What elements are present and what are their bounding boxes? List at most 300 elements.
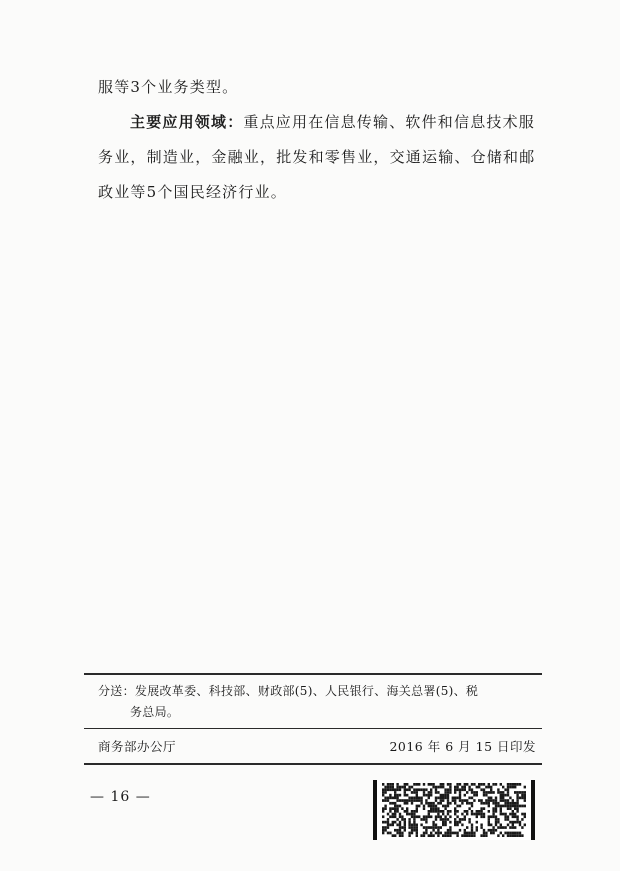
barcode-module	[435, 832, 437, 835]
barcode-module	[519, 832, 521, 835]
barcode-module	[444, 788, 446, 791]
barcode-module	[492, 826, 494, 829]
barcode-module	[387, 826, 389, 829]
barcode-module	[382, 826, 384, 829]
barcode-module	[447, 813, 449, 816]
barcode-module	[435, 815, 437, 818]
barcode-module	[416, 783, 418, 786]
barcode-module	[401, 834, 403, 837]
barcode-module	[516, 783, 518, 786]
barcode-module	[387, 824, 389, 827]
barcode-module	[524, 791, 526, 794]
barcode-module	[524, 797, 526, 800]
barcode-module	[408, 821, 410, 824]
barcode-module	[502, 813, 504, 816]
barcode-module	[454, 824, 456, 827]
barcode-module	[430, 834, 432, 837]
barcode-module	[514, 802, 516, 805]
barcode-module	[466, 834, 468, 837]
barcode-module	[396, 783, 398, 786]
barcode-module	[425, 794, 427, 797]
barcode-module	[502, 834, 504, 837]
barcode-module	[471, 829, 473, 832]
barcode-module	[504, 805, 506, 808]
barcode-module	[416, 788, 418, 791]
barcode-module	[444, 824, 446, 827]
barcode-module	[399, 799, 401, 802]
barcode-module	[516, 794, 518, 797]
barcode-module	[389, 786, 391, 789]
barcode-module	[459, 829, 461, 832]
barcode-module	[423, 834, 425, 837]
barcode-module	[514, 813, 516, 816]
barcode-module	[447, 799, 449, 802]
barcode-module	[500, 813, 502, 816]
barcode-module	[423, 818, 425, 821]
barcode-module	[524, 794, 526, 797]
barcode-module	[442, 799, 444, 802]
barcode-module	[471, 832, 473, 835]
barcode-module	[480, 813, 482, 816]
barcode-module	[466, 802, 468, 805]
barcode-module	[425, 821, 427, 824]
barcode-module	[480, 824, 482, 827]
barcode-module	[456, 815, 458, 818]
barcode-module	[411, 786, 413, 789]
barcode-module	[490, 815, 492, 818]
barcode-module	[389, 810, 391, 813]
barcode-module	[521, 794, 523, 797]
barcode-module	[524, 824, 526, 827]
barcode-module	[392, 834, 394, 837]
barcode-module	[495, 810, 497, 813]
barcode-module	[396, 807, 398, 810]
barcode-module	[437, 791, 439, 794]
barcode-module	[461, 818, 463, 821]
barcode-module	[392, 786, 394, 789]
barcode-module	[423, 807, 425, 810]
barcode-module	[394, 807, 396, 810]
paragraph-main-areas	[98, 105, 538, 210]
barcode-module	[387, 797, 389, 800]
barcode-module	[404, 799, 406, 802]
barcode-module	[384, 791, 386, 794]
barcode-module	[435, 805, 437, 808]
barcode-module	[442, 794, 444, 797]
barcode-module	[483, 791, 485, 794]
barcode-module	[478, 810, 480, 813]
barcode-module	[389, 788, 391, 791]
barcode-module	[476, 791, 478, 794]
barcode-module	[512, 832, 514, 835]
barcode-module	[504, 802, 506, 805]
barcode-module	[488, 818, 490, 821]
barcode-module	[435, 807, 437, 810]
barcode-module	[404, 826, 406, 829]
barcode-module	[413, 815, 415, 818]
barcode-module	[399, 788, 401, 791]
barcode-module	[387, 786, 389, 789]
barcode-module	[404, 783, 406, 786]
barcode-module	[428, 826, 430, 829]
barcode-module	[440, 797, 442, 800]
barcode-module	[466, 783, 468, 786]
barcode-module	[454, 807, 456, 810]
barcode-module	[382, 788, 384, 791]
barcode-module	[399, 821, 401, 824]
barcode-module	[480, 799, 482, 802]
barcode-module	[435, 786, 437, 789]
barcode-module	[466, 832, 468, 835]
barcode-module	[500, 799, 502, 802]
barcode-module	[401, 815, 403, 818]
barcode-module	[495, 807, 497, 810]
barcode-module	[392, 815, 394, 818]
barcode-module	[495, 829, 497, 832]
barcode-module	[437, 834, 439, 837]
barcode-module	[476, 821, 478, 824]
barcode-module	[464, 815, 466, 818]
barcode-module	[404, 791, 406, 794]
barcode-module	[399, 834, 401, 837]
barcode-module	[504, 788, 506, 791]
barcode-module	[461, 788, 463, 791]
barcode-module	[488, 791, 490, 794]
barcode-image	[373, 780, 535, 840]
barcode-module	[488, 821, 490, 824]
barcode-module	[514, 834, 516, 837]
barcode-module	[432, 829, 434, 832]
barcode-module	[399, 826, 401, 829]
barcode-module	[449, 788, 451, 791]
barcode-module	[478, 813, 480, 816]
barcode-module	[483, 807, 485, 810]
barcode-module	[442, 786, 444, 789]
barcode-module	[394, 829, 396, 832]
barcode-module	[384, 786, 386, 789]
barcode-module	[521, 818, 523, 821]
barcode-module	[514, 815, 516, 818]
barcode-module	[476, 794, 478, 797]
barcode-module	[382, 794, 384, 797]
barcode-module	[382, 799, 384, 802]
barcode-module	[416, 791, 418, 794]
barcode-module	[497, 826, 499, 829]
barcode-module	[382, 791, 384, 794]
barcode-module	[413, 829, 415, 832]
barcode-module	[442, 818, 444, 821]
barcode-module	[411, 802, 413, 805]
barcode-module	[507, 818, 509, 821]
barcode-module	[449, 832, 451, 835]
barcode-module	[495, 799, 497, 802]
barcode-module	[500, 805, 502, 808]
barcode-module	[468, 802, 470, 805]
barcode-module	[524, 805, 526, 808]
barcode-module	[394, 788, 396, 791]
barcode-module	[473, 799, 475, 802]
barcode-module	[420, 797, 422, 800]
footer-top-rule	[84, 673, 542, 675]
barcode-module	[447, 791, 449, 794]
barcode-module	[432, 824, 434, 827]
barcode-module	[404, 802, 406, 805]
barcode-module	[425, 802, 427, 805]
barcode-module	[430, 807, 432, 810]
barcode-module	[480, 826, 482, 829]
barcode-module	[442, 783, 444, 786]
barcode-module	[464, 786, 466, 789]
barcode-module	[476, 813, 478, 816]
barcode-module	[492, 815, 494, 818]
barcode-module	[497, 791, 499, 794]
barcode-module	[466, 813, 468, 816]
barcode-module	[423, 791, 425, 794]
barcode-module	[411, 832, 413, 835]
barcode-module	[437, 813, 439, 816]
barcode-module	[504, 826, 506, 829]
barcode-module	[507, 788, 509, 791]
barcode-module	[392, 788, 394, 791]
barcode-module	[454, 788, 456, 791]
barcode-module	[449, 821, 451, 824]
barcode-module	[423, 788, 425, 791]
barcode-module	[389, 815, 391, 818]
barcode-module	[516, 807, 518, 810]
barcode-module	[406, 802, 408, 805]
barcode-module	[437, 829, 439, 832]
barcode-module	[483, 788, 485, 791]
barcode-module	[519, 824, 521, 827]
barcode-module	[468, 821, 470, 824]
barcode-module	[384, 797, 386, 800]
barcode-module	[519, 797, 521, 800]
barcode-module	[490, 788, 492, 791]
barcode-module	[485, 794, 487, 797]
barcode-module	[492, 810, 494, 813]
barcode-module	[509, 821, 511, 824]
barcode-module	[449, 829, 451, 832]
barcode-module	[456, 786, 458, 789]
barcode-module	[392, 797, 394, 800]
barcode-module	[401, 818, 403, 821]
barcode-module	[404, 818, 406, 821]
barcode-module	[416, 824, 418, 827]
barcode-module	[392, 807, 394, 810]
barcode-module	[432, 783, 434, 786]
barcode-module	[420, 834, 422, 837]
barcode-module	[428, 810, 430, 813]
barcode-module	[516, 799, 518, 802]
barcode-module	[516, 791, 518, 794]
barcode-module	[507, 802, 509, 805]
barcode-module	[512, 786, 514, 789]
barcode-module	[512, 802, 514, 805]
barcode-module	[418, 788, 420, 791]
barcode-module	[514, 821, 516, 824]
barcode-module	[432, 805, 434, 808]
barcode-module	[408, 824, 410, 827]
barcode-module	[399, 786, 401, 789]
barcode-module	[492, 799, 494, 802]
barcode-module	[444, 821, 446, 824]
barcode-module	[456, 810, 458, 813]
barcode-module	[428, 794, 430, 797]
barcode-module	[435, 824, 437, 827]
barcode-module	[389, 797, 391, 800]
barcode-module	[408, 834, 410, 837]
barcode-module	[454, 832, 456, 835]
barcode-module	[387, 788, 389, 791]
barcode-module	[428, 805, 430, 808]
barcode-module	[432, 826, 434, 829]
barcode-module	[404, 794, 406, 797]
barcode-module	[473, 813, 475, 816]
barcode-module	[461, 802, 463, 805]
barcode-module	[502, 805, 504, 808]
barcode-module	[437, 810, 439, 813]
barcode-module	[456, 834, 458, 837]
barcode-module	[406, 807, 408, 810]
barcode-module	[507, 832, 509, 835]
barcode-module	[435, 818, 437, 821]
barcode-module	[418, 797, 420, 800]
barcode-module	[394, 805, 396, 808]
barcode-module	[456, 788, 458, 791]
barcode-module	[423, 783, 425, 786]
barcode-module	[473, 834, 475, 837]
barcode-module	[456, 797, 458, 800]
barcode-module	[394, 834, 396, 837]
barcode-module	[394, 810, 396, 813]
barcode-module	[507, 834, 509, 837]
barcode-module	[394, 797, 396, 800]
barcode-module	[495, 797, 497, 800]
barcode-module	[485, 786, 487, 789]
main-areas-text: 重点应用在信息传输、软件和信息技术服务业，制造业，金融业，批发和零售业，交通运输、仓储和邮政业等5个国民经济行业。	[98, 113, 536, 201]
barcode-module	[483, 832, 485, 835]
barcode-module	[444, 805, 446, 808]
barcode-module	[464, 794, 466, 797]
barcode-module	[399, 813, 401, 816]
barcode-module	[447, 810, 449, 813]
barcode-module	[394, 791, 396, 794]
barcode-module	[428, 802, 430, 805]
paragraph-continuation	[98, 70, 538, 105]
barcode-module	[404, 810, 406, 813]
barcode-module	[411, 824, 413, 827]
barcode-module	[401, 807, 403, 810]
barcode-module	[500, 797, 502, 800]
barcode-module	[384, 805, 386, 808]
barcode-module	[512, 824, 514, 827]
barcode-module	[432, 786, 434, 789]
barcode-module	[413, 818, 415, 821]
barcode-module	[389, 783, 391, 786]
barcode-module	[478, 783, 480, 786]
barcode-module	[459, 788, 461, 791]
barcode-module	[521, 805, 523, 808]
barcode-module	[516, 834, 518, 837]
barcode-module	[411, 791, 413, 794]
barcode-module	[504, 818, 506, 821]
barcode-module	[476, 826, 478, 829]
barcode-module	[497, 802, 499, 805]
barcode-module	[492, 813, 494, 816]
barcode-module	[382, 832, 384, 835]
barcode-module	[464, 829, 466, 832]
barcode-module	[396, 824, 398, 827]
barcode-module	[471, 788, 473, 791]
barcode-module	[425, 826, 427, 829]
barcode-module	[428, 783, 430, 786]
barcode-module	[425, 815, 427, 818]
barcode-module	[459, 799, 461, 802]
barcode-module	[396, 786, 398, 789]
barcode-module	[495, 783, 497, 786]
barcode-module	[488, 824, 490, 827]
barcode-module	[413, 797, 415, 800]
barcode-module	[492, 807, 494, 810]
barcode-module	[495, 805, 497, 808]
barcode-module	[449, 810, 451, 813]
barcode-module	[485, 832, 487, 835]
barcode-module	[444, 818, 446, 821]
barcode-module	[401, 826, 403, 829]
barcode-module	[492, 791, 494, 794]
barcode-module	[413, 824, 415, 827]
barcode-module	[492, 783, 494, 786]
barcode-module	[408, 797, 410, 800]
barcode-module	[473, 791, 475, 794]
barcode-module	[504, 815, 506, 818]
barcode-module	[411, 829, 413, 832]
barcode-module	[396, 829, 398, 832]
barcode-module	[459, 797, 461, 800]
barcode-module	[425, 832, 427, 835]
barcode-module	[408, 788, 410, 791]
barcode-module	[495, 821, 497, 824]
barcode-module	[516, 832, 518, 835]
barcode-module	[416, 829, 418, 832]
barcode-module	[488, 805, 490, 808]
barcode-module	[454, 818, 456, 821]
barcode-module	[524, 799, 526, 802]
barcode-module	[425, 818, 427, 821]
barcode-module	[480, 807, 482, 810]
barcode-module	[392, 824, 394, 827]
barcode-module	[502, 799, 504, 802]
barcode-module	[447, 788, 449, 791]
barcode-module	[430, 832, 432, 835]
barcode-module	[423, 815, 425, 818]
barcode-module	[435, 810, 437, 813]
barcode-module	[456, 824, 458, 827]
barcode-module	[440, 810, 442, 813]
barcode-module	[456, 783, 458, 786]
barcode-module	[519, 805, 521, 808]
barcode-module	[495, 824, 497, 827]
barcode-module	[509, 826, 511, 829]
barcode-module	[423, 794, 425, 797]
barcode-module	[459, 794, 461, 797]
barcode-module	[488, 802, 490, 805]
barcode-module	[396, 797, 398, 800]
barcode-module	[444, 834, 446, 837]
barcode-module	[516, 815, 518, 818]
barcode-module	[485, 799, 487, 802]
barcode-module	[468, 834, 470, 837]
